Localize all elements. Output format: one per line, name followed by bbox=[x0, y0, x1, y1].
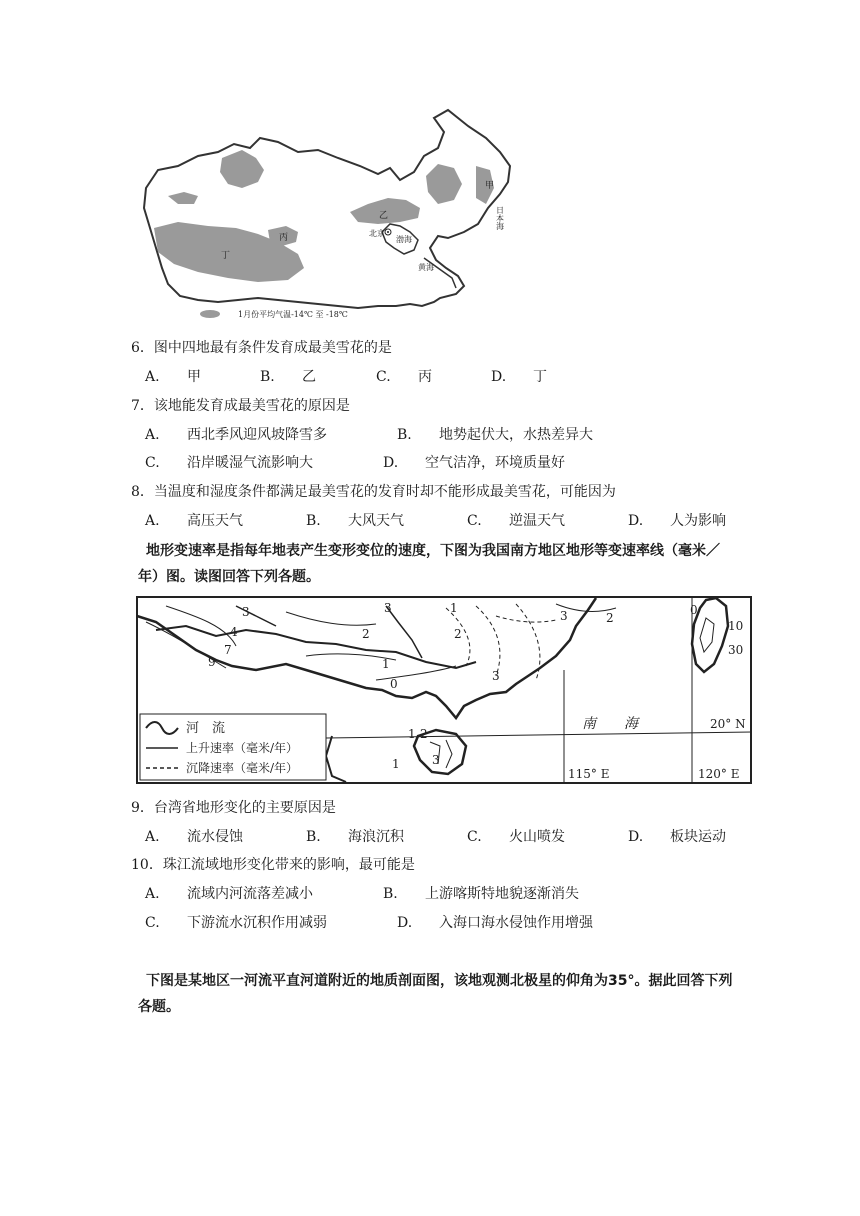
contour-value: 30 bbox=[728, 643, 744, 657]
contour-value: 0 bbox=[390, 677, 398, 691]
q10-option-b[interactable]: B. 上游喀斯特地貌逐渐消失 bbox=[383, 886, 579, 902]
legend-subsidence: 沉降速率（毫米/年） bbox=[186, 761, 299, 775]
deformation-rate-map bbox=[136, 596, 752, 784]
contour-value: 3 bbox=[242, 605, 250, 619]
map-outline bbox=[144, 110, 510, 308]
contour-value: 10 bbox=[728, 619, 744, 633]
q8-option-b[interactable]: B. 大风天气 bbox=[306, 513, 404, 529]
question-9: 9．台湾省地形变化的主要原因是 bbox=[131, 800, 336, 816]
label-south-china-sea: 南 海 bbox=[582, 716, 638, 732]
label-120e: 120° E bbox=[698, 767, 740, 781]
contour-value: 1 bbox=[408, 727, 416, 741]
label-jia: 甲 bbox=[485, 181, 495, 191]
contour-value: 1 bbox=[450, 601, 458, 615]
contour-value: 3 bbox=[432, 753, 440, 767]
contour-value: 2 bbox=[420, 727, 428, 741]
label-20n: 20° N bbox=[710, 717, 746, 731]
map1-legend: 1月份平均气温-14℃ 至 -18℃ bbox=[238, 310, 348, 319]
q10-option-c[interactable]: C. 下游流水沉积作用减弱 bbox=[145, 915, 327, 931]
intro-paragraph-2: 地形变速率是指每年地表产生变形变位的速度，下图为我国南方地区地形等变速率线（毫米／年）图。读图回答下列各题。 bbox=[138, 543, 720, 585]
q7-option-c[interactable]: C. 沿岸暖湿气流影响大 bbox=[145, 455, 313, 471]
question-6: 6．图中四地最有条件发育成最美雪花的是 bbox=[131, 340, 392, 356]
q8-option-c[interactable]: C. 逆温天气 bbox=[467, 513, 565, 529]
q7-option-d[interactable]: D. 空气洁净，环境质量好 bbox=[383, 455, 565, 471]
q10-option-d[interactable]: D. 入海口海水侵蚀作用增强 bbox=[397, 915, 593, 931]
label-ding: 丁 bbox=[221, 251, 231, 261]
legend-swatch bbox=[200, 310, 220, 318]
legend-uplift: 上升速率（毫米/年） bbox=[186, 741, 299, 755]
question-10: 10．珠江流域地形变化带来的影响，最可能是 bbox=[131, 857, 415, 873]
contour-value: 1 bbox=[392, 757, 400, 771]
q7-option-b[interactable]: B. 地势起伏大，水热差异大 bbox=[397, 427, 593, 443]
china-snow-map bbox=[138, 108, 518, 326]
label-bohai: 渤海 bbox=[396, 235, 412, 244]
label-beijing: 北京 bbox=[369, 229, 385, 238]
q6-option-d[interactable]: D. 丁 bbox=[491, 369, 547, 385]
q7-option-a[interactable]: A. 西北季风迎风坡降雪多 bbox=[145, 427, 327, 443]
q8-option-a[interactable]: A. 高压天气 bbox=[145, 513, 243, 529]
label-yi: 乙 bbox=[379, 211, 389, 221]
q6-option-c[interactable]: C. 丙 bbox=[376, 369, 432, 385]
q8-option-d[interactable]: D. 人为影响 bbox=[628, 513, 726, 529]
label-115e: 115° E bbox=[568, 767, 610, 781]
intro-paragraph-3: 下图是某地区一河流平直河道附近的地质剖面图，该地观测北极星的仰角为35°。据此回答下列各题。 bbox=[138, 973, 733, 1015]
contour-value: 9 bbox=[208, 655, 216, 669]
contour-value: 0 bbox=[690, 603, 698, 617]
q10-option-a[interactable]: A. 流域内河流落差减小 bbox=[145, 886, 313, 902]
q9-option-d[interactable]: D. 板块运动 bbox=[628, 829, 726, 845]
q9-option-a[interactable]: A. 流水侵蚀 bbox=[145, 829, 243, 845]
legend-river: 河 流 bbox=[186, 721, 226, 736]
q9-option-c[interactable]: C. 火山喷发 bbox=[467, 829, 565, 845]
contour-value: 2 bbox=[606, 611, 614, 625]
question-8: 8．当温度和湿度条件都满足最美雪花的发育时却不能形成最美雪花，可能因为 bbox=[131, 484, 616, 500]
contour-value: 1 bbox=[382, 657, 390, 671]
q6-option-a[interactable]: A. 甲 bbox=[145, 369, 201, 385]
contour-value: 3 bbox=[560, 609, 568, 623]
contour-value: 4 bbox=[230, 625, 238, 639]
label-bing: 丙 bbox=[279, 233, 289, 243]
q9-option-b[interactable]: B. 海浪沉积 bbox=[306, 829, 404, 845]
label-japan-sea: 日本海 bbox=[495, 206, 505, 230]
question-7: 7．该地能发育成最美雪花的原因是 bbox=[131, 398, 350, 414]
contour-value: 2 bbox=[454, 627, 462, 641]
contour-value: 7 bbox=[224, 643, 232, 657]
q6-option-b[interactable]: B. 乙 bbox=[260, 369, 316, 385]
contour-value: 3 bbox=[492, 669, 500, 683]
contour-value: 3 bbox=[384, 601, 392, 615]
label-huanghai: 黄海 bbox=[418, 263, 434, 272]
contour-value: 2 bbox=[362, 627, 370, 641]
